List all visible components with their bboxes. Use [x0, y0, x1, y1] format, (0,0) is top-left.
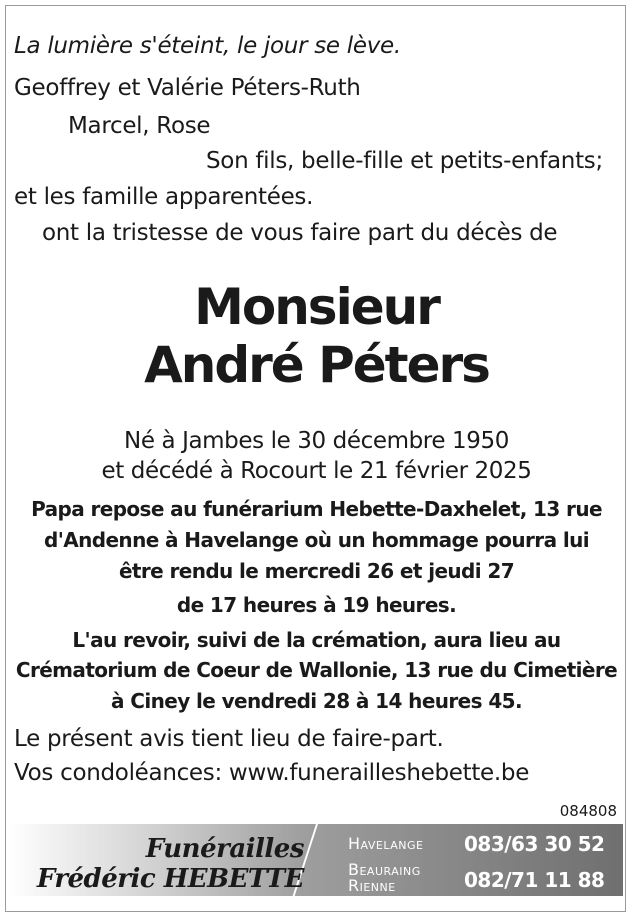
- reference-number: 084808: [559, 802, 617, 820]
- banner-logo-line-1: Funérailles: [145, 834, 304, 864]
- phone-havelange: 083/63 30 52: [464, 832, 605, 856]
- family-line-2: Marcel, Rose: [68, 113, 211, 139]
- condolences-line: Vos condoléances: www.funerailleshebette.be: [14, 760, 530, 786]
- ceremony-info-line-1: L'au revoir, suivi de la crémation, aura lieu au: [72, 628, 561, 652]
- banner-logo-line-2: Frédéric HEBETTE: [36, 864, 304, 894]
- notice-statement: Le présent avis tient lieu de faire-part.: [14, 726, 444, 752]
- ceremony-info-line-3: à Ciney le vendredi 28 à 14 heures 45.: [111, 689, 522, 713]
- family-line-4: et les famille apparentées.: [14, 184, 314, 210]
- phone-beauraing-rienne: 082/71 11 88: [464, 868, 605, 892]
- funeral-home-banner: [8, 824, 623, 896]
- family-line-1: Geoffrey et Valérie Péters-Ruth: [14, 75, 361, 101]
- announcement-line: ont la tristesse de vous faire part du décès de: [42, 220, 558, 246]
- funeral-info-line-2: d'Andenne à Havelange où un hommage pourra lui: [44, 528, 589, 552]
- city-beauraing: Beauraing: [348, 860, 421, 879]
- death-info: et décédé à Rocourt le 21 février 2025: [101, 458, 532, 484]
- deceased-name: André Péters: [144, 336, 489, 394]
- funeral-info-line-3: être rendu le mercredi 26 et jeudi 27: [118, 559, 515, 583]
- intro-quote: La lumière s'éteint, le jour se lève.: [14, 33, 401, 59]
- city-rienne: Rienne: [348, 876, 396, 895]
- birth-info: Né à Jambes le 30 décembre 1950: [124, 428, 509, 454]
- family-line-3: Son fils, belle-fille et petits-enfants;: [206, 148, 603, 174]
- deceased-title: Monsieur: [194, 278, 439, 336]
- funeral-info-line-1: Papa repose au funérarium Hebette-Daxhelet, 13 rue: [31, 497, 602, 521]
- city-havelange: Havelange: [348, 834, 424, 853]
- ceremony-info-line-2: Crématorium de Coeur de Wallonie, 13 rue du Cimetière: [15, 658, 618, 682]
- funeral-info-line-4: de 17 heures à 19 heures.: [176, 593, 457, 617]
